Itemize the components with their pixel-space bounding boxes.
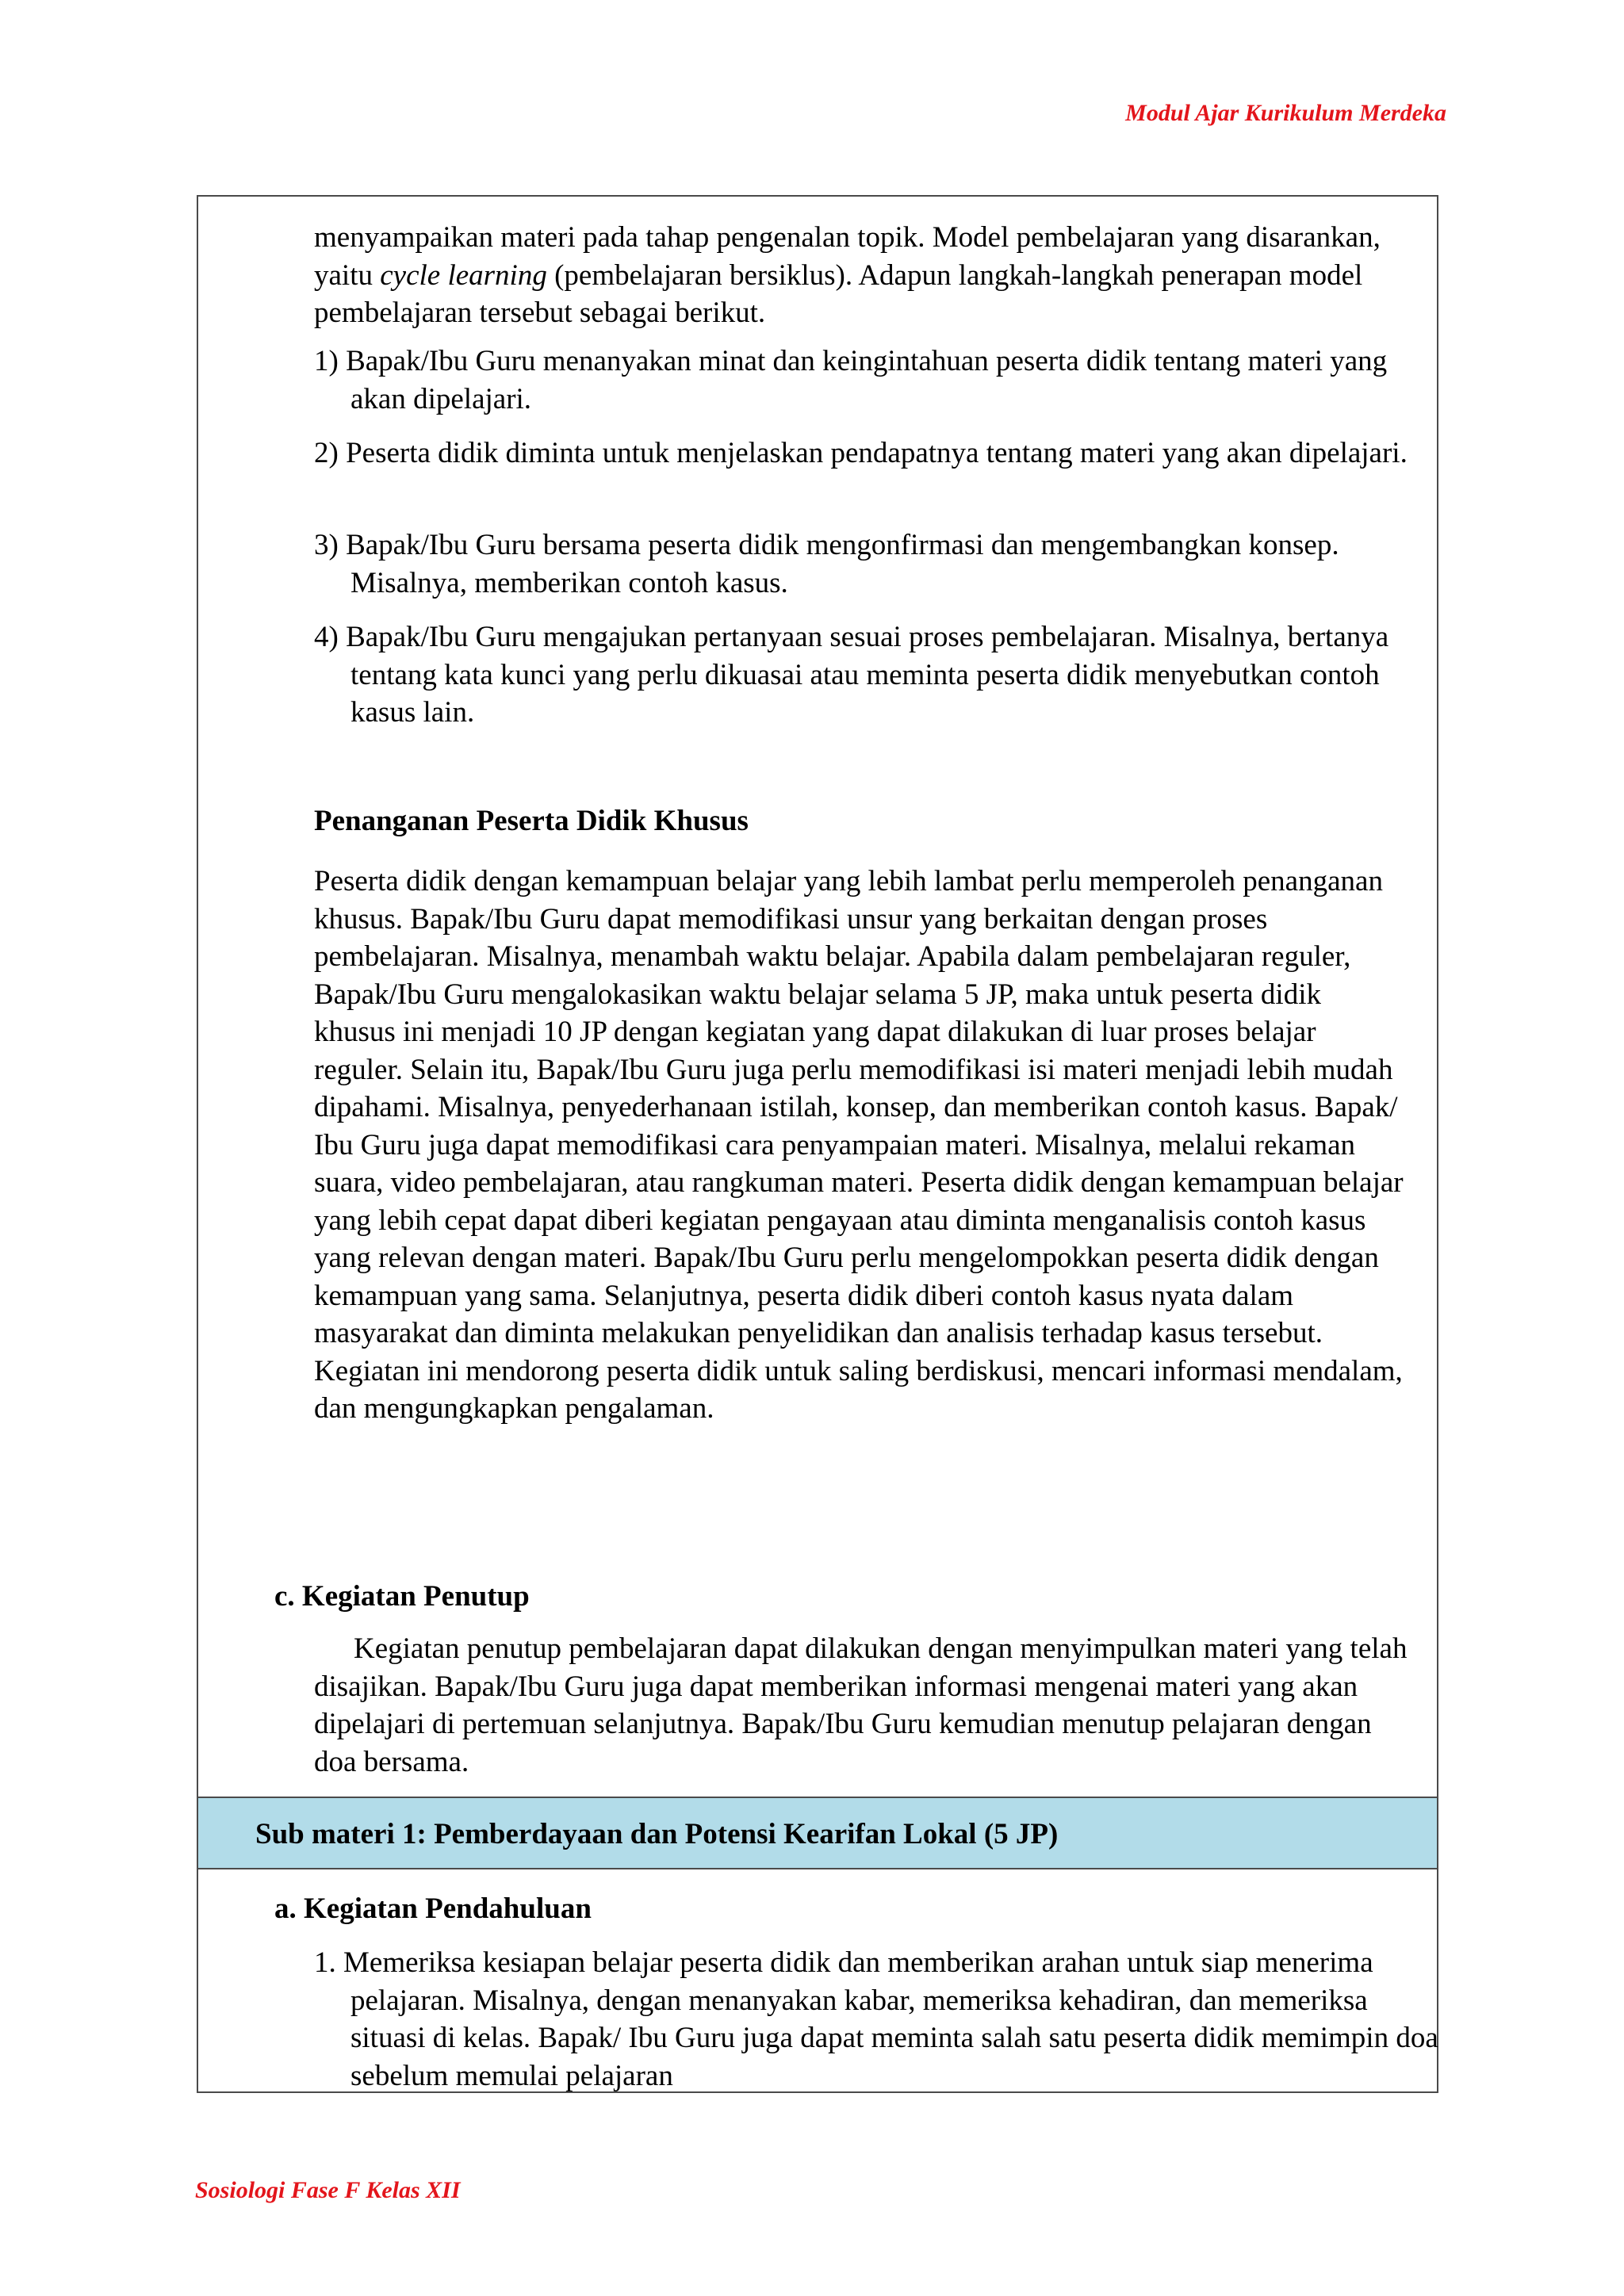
pendahuluan-heading: a. Kegiatan Pendahuluan <box>274 1892 592 1925</box>
footer-title: Sosiologi Fase F Kelas XII <box>195 2177 461 2203</box>
submateri-banner <box>198 1797 1437 1869</box>
khusus-heading: Penanganan Peserta Didik Khusus <box>314 805 749 837</box>
content-frame <box>197 195 1438 2093</box>
step-4: 4) Bapak/Ibu Guru mengajukan pertanyaan sesuai proses pembelajaran. Misalnya, bertanya tentang kata kunci yang perlu dikuasai atau meminta peserta didik menyebutkan contoh kasus lain. <box>314 621 1389 729</box>
step-2: 2) Peserta didik diminta untuk menjelaskan pendapatnya tentang materi yang akan dipelajari. <box>314 437 1408 469</box>
pendahuluan-item-1: 1. Memeriksa kesiapan belajar peserta didik dan memberikan arahan untuk siap menerima pelajaran. Misalnya, dengan menanyakan kabar, memeriksa kehadiran, dan memeriksa situasi di kelas. Bapak/ Ibu Guru juga dapat meminta salah satu peserta didik memimpin doa sebelum memulai pelajaran <box>314 1946 1438 2092</box>
khusus-paragraph: Peserta didik dengan kemampuan belajar yang lebih lambat perlu memperoleh penanganan khusus. Bapak/Ibu Guru dapat memodifikasi unsur yang berkaitan dengan proses pembelajaran. Misalnya, menambah waktu belajar. Apabila dalam pembelajaran reguler, Bapak/Ibu Guru mengalokasikan waktu belajar selama 5 JP, maka untuk peserta didik khusus ini menjadi 10 JP dengan kegiatan yang dapat dilakukan di luar proses belajar reguler. Selain itu, Bapak/Ibu Guru juga perlu memodifikasi isi materi menjadi lebih mudah dipahami. Misalnya, penyederhanaan istilah, konsep, dan memberikan contoh kasus. Bapak/ Ibu Guru juga dapat memodifikasi cara penyampaian materi. Misalnya, melalui rekaman suara, video pembelajaran, atau rangkuman materi. Peserta didik dengan kemampuan belajar yang lebih cepat dapat diberi kegiatan pengayaan atau diminta menganalisis contoh kasus yang relevan dengan materi. Bapak/Ibu Guru perlu mengelompokkan peserta didik dengan kemampuan yang sama. Selanjutnya, peserta didik diberi contoh kasus nyata dalam masyarakat dan diminta melakukan penyelidikan dan analisis terhadap kasus tersebut. Kegiatan ini mendorong peserta didik untuk saling berdiskusi, mencari informasi mendalam, dan mengungkapkan pengalaman. <box>314 865 1404 1425</box>
penutup-heading: c. Kegiatan Penutup <box>274 1580 530 1613</box>
section-pendahuluan <box>198 1869 1437 2093</box>
section-kegiatan <box>198 197 1437 1797</box>
intro-paragraph <box>314 219 1408 332</box>
intro-text-after: (pembelajaran bersiklus). Adapun langkah-langkah penerapan model pembelajaran tersebut sebagai berikut. <box>314 258 1363 329</box>
submateri-title: Sub materi 1: Pemberdayaan dan Potensi Kearifan Lokal (5 JP) <box>255 1818 1059 1850</box>
intro-italic-term: cycle learning <box>380 258 547 292</box>
step-1: 1) Bapak/Ibu Guru menanyakan minat dan keingintahuan peserta didik tentang materi yang akan dipelajari. <box>314 345 1388 415</box>
penutup-paragraph: Kegiatan penutup pembelajaran dapat dilakukan dengan menyimpulkan materi yang telah disajikan. Bapak/Ibu Guru juga dapat memberikan informasi mengenai materi yang akan dipelajari di pertemuan selanjutnya. Bapak/Ibu Guru kemudian menutup pelajaran dengan doa bersama. <box>314 1632 1408 1778</box>
step-3: 3) Bapak/Ibu Guru bersama peserta didik mengonfirmasi dan mengembangkan konsep. Misalnya, memberikan contoh kasus. <box>314 529 1339 599</box>
intro-text-before: menyampaikan materi pada tahap pengenalan topik. Model pembelajaran yang disarankan, yaitu <box>314 221 1381 292</box>
header-title: Modul Ajar Kurikulum Merdeka <box>1125 100 1446 126</box>
